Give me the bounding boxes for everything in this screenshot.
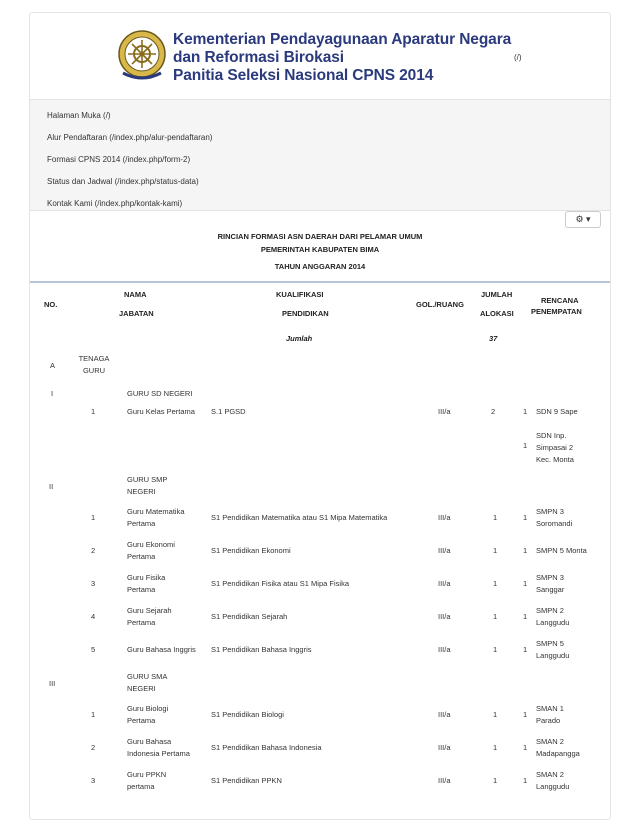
- row-jumlah: 2: [491, 407, 496, 416]
- row-lokasi: Langgudu: [536, 651, 570, 660]
- row-jabatan: Guru Matematika: [127, 507, 185, 516]
- group-name-line-1: TENAGA: [78, 354, 110, 363]
- section-name: GURU SD NEGERI: [127, 389, 193, 398]
- row-no: 2: [91, 743, 96, 752]
- row-jabatan: Guru PPKN: [127, 770, 167, 779]
- row-jabatan: Pertama: [127, 618, 156, 627]
- row-lokasi: SDN Inp.: [536, 431, 567, 440]
- header-jumlah: JUMLAH: [481, 290, 513, 299]
- nav-menu: [30, 99, 610, 211]
- header-penempatan: PENEMPATAN: [531, 307, 582, 316]
- section-code: II: [49, 482, 54, 491]
- row-gol: III/a: [438, 513, 451, 522]
- row-jabatan: Pertama: [127, 519, 156, 528]
- row-jabatan: Guru Sejarah: [127, 606, 172, 615]
- row-no: 5: [91, 645, 96, 654]
- row-gol: III/a: [438, 546, 451, 555]
- row-pendidikan: S1 Pendidikan PPKN: [211, 776, 282, 785]
- row-jabatan: Pertama: [127, 552, 156, 561]
- banner-title: [173, 31, 511, 85]
- row-pendidikan: S1 Pendidikan Fisika atau S1 Mipa Fisika: [211, 579, 349, 588]
- row-no: 4: [91, 612, 96, 621]
- section-name: NEGERI: [127, 684, 156, 693]
- title-line-1: RINCIAN FORMASI ASN DAERAH DARI PELAMAR UMUM: [217, 232, 423, 241]
- row-no: 1: [91, 710, 96, 719]
- row-lokasi: Parado: [536, 716, 561, 725]
- row-lokasi: Sanggar: [536, 585, 565, 594]
- row-jumlah: 1: [493, 743, 498, 752]
- row-no: 2: [91, 546, 96, 555]
- row-alokasi: 1: [523, 513, 528, 522]
- table-top-border: [30, 281, 610, 283]
- row-jabatan: Guru Fisika: [127, 573, 166, 582]
- row-lokasi: Simpasai 2: [536, 443, 574, 452]
- row-lokasi: SMPN 3: [536, 573, 564, 582]
- row-alokasi: 1: [523, 612, 528, 621]
- row-pendidikan: S1 Pendidikan Matematika atau S1 Mipa Matematika: [211, 513, 388, 522]
- header-pendidikan: PENDIDIKAN: [282, 309, 329, 318]
- nav-item-kontak[interactable]: Kontak Kami (/index.php/kontak-kami): [47, 199, 183, 208]
- settings-dropdown-button[interactable]: [565, 211, 601, 228]
- group-code: A: [50, 361, 56, 370]
- ministry-emblem-icon: [117, 27, 167, 85]
- title-line-3: TAHUN ANGGARAN 2014: [274, 262, 366, 271]
- row-lokasi: SMAN 2: [536, 770, 564, 779]
- row-lokasi: SMPN 2: [536, 606, 564, 615]
- row-no: 3: [91, 776, 96, 785]
- row-lokasi: Madapangga: [536, 749, 580, 758]
- row-lokasi: SMPN 5 Monta: [536, 546, 587, 555]
- title-line-2: PEMERINTAH KABUPATEN BIMA: [260, 245, 380, 254]
- header-no: NO.: [44, 300, 58, 309]
- nav-item-alur-pendaftaran[interactable]: Alur Pendaftaran (/index.php/alur-pendaftaran): [47, 133, 213, 142]
- nav-item-status[interactable]: Status dan Jadwal (/index.php/status-data): [47, 177, 199, 186]
- row-jumlah: 1: [493, 579, 498, 588]
- section-name: NEGERI: [127, 487, 156, 496]
- row-pendidikan: S.1 PGSD: [211, 407, 246, 416]
- section-name: GURU SMP: [127, 475, 168, 484]
- banner-line-3: Panitia Seleksi Nasional CPNS 2014: [173, 67, 434, 84]
- row-gol: III/a: [438, 407, 451, 416]
- row-lokasi: SMAN 2: [536, 737, 564, 746]
- row-lokasi: Langgudu: [536, 782, 570, 791]
- row-lokasi: Langgudu: [536, 618, 570, 627]
- header-rencana: RENCANA: [541, 296, 579, 305]
- row-gol: III/a: [438, 710, 451, 719]
- row-gol: III/a: [438, 645, 451, 654]
- header-jabatan: JABATAN: [119, 309, 154, 318]
- row-alokasi: 1: [523, 441, 528, 450]
- row-pendidikan: S1 Pendidikan Biologi: [211, 710, 284, 719]
- row-alokasi: 1: [523, 776, 528, 785]
- header-kualifikasi: KUALIFIKASI: [276, 290, 324, 299]
- row-alokasi: 1: [523, 710, 528, 719]
- row-jumlah: 1: [493, 546, 498, 555]
- row-gol: III/a: [438, 579, 451, 588]
- row-no: 1: [91, 407, 96, 416]
- row-alokasi: 1: [523, 407, 528, 416]
- banner-line-1: Kementerian Pendayagunaan Aparatur Negara: [173, 31, 512, 48]
- nav-item-home[interactable]: Halaman Muka (/): [47, 111, 111, 120]
- row-jabatan: Guru Kelas Pertama: [127, 407, 195, 416]
- row-lokasi: SMAN 1: [536, 704, 564, 713]
- total-value: 37: [489, 334, 498, 343]
- row-jabatan: Guru Biologi: [127, 704, 169, 713]
- nav-item-formasi[interactable]: Formasi CPNS 2014 (/index.php/form-2): [47, 155, 191, 164]
- gear-icon: ⚙ ▾: [575, 214, 591, 224]
- row-jabatan: Guru Bahasa: [127, 737, 172, 746]
- header-alokasi: ALOKASI: [480, 309, 514, 318]
- header-gol: GOL./RUANG: [416, 300, 464, 309]
- section-name: GURU SMA: [127, 672, 168, 681]
- row-alokasi: 1: [523, 579, 528, 588]
- row-alokasi: 1: [523, 645, 528, 654]
- home-link[interactable]: (/): [514, 53, 522, 62]
- row-lokasi: Kec. Monta: [536, 455, 574, 464]
- row-jabatan: Guru Ekonomi: [127, 540, 175, 549]
- row-lokasi: SDN 9 Sape: [536, 407, 578, 416]
- row-pendidikan: S1 Pendidikan Bahasa Indonesia: [211, 743, 322, 752]
- row-alokasi: 1: [523, 743, 528, 752]
- row-jumlah: 1: [493, 776, 498, 785]
- row-lokasi: SMPN 5: [536, 639, 564, 648]
- row-jumlah: 1: [493, 612, 498, 621]
- row-no: 1: [91, 513, 96, 522]
- row-pendidikan: S1 Pendidikan Bahasa Inggris: [211, 645, 312, 654]
- row-lokasi: SMPN 3: [536, 507, 564, 516]
- group-name-line-2: GURU: [82, 366, 106, 375]
- row-jumlah: 1: [493, 710, 498, 719]
- row-jumlah: 1: [493, 645, 498, 654]
- header: [30, 13, 610, 98]
- row-pendidikan: S1 Pendidikan Sejarah: [211, 612, 288, 621]
- row-jabatan: pertama: [127, 782, 155, 791]
- row-gol: III/a: [438, 612, 451, 621]
- header-nama: NAMA: [124, 290, 147, 299]
- total-label: Jumlah: [286, 334, 313, 343]
- row-gol: III/a: [438, 743, 451, 752]
- row-jabatan: Pertama: [127, 716, 156, 725]
- row-no: 3: [91, 579, 96, 588]
- content-panel: [29, 12, 611, 820]
- row-pendidikan: S1 Pendidikan Ekonomi: [211, 546, 291, 555]
- row-gol: III/a: [438, 776, 451, 785]
- row-jabatan: Indonesia Pertama: [127, 749, 190, 758]
- row-lokasi: Soromandi: [536, 519, 573, 528]
- row-alokasi: 1: [523, 546, 528, 555]
- row-jabatan: Pertama: [127, 585, 156, 594]
- section-code: III: [49, 679, 56, 688]
- section-code: I: [51, 389, 54, 398]
- banner-line-2: dan Reformasi Birokasi: [173, 49, 344, 66]
- row-jabatan: Guru Bahasa Inggris: [127, 645, 196, 654]
- row-jumlah: 1: [493, 513, 498, 522]
